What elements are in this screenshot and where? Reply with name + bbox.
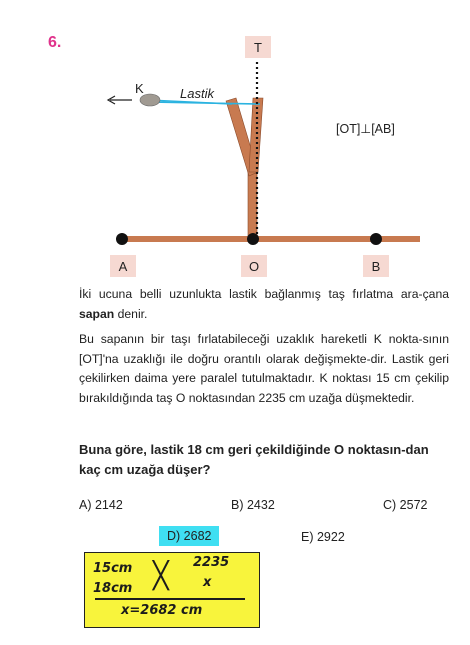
label-b: B xyxy=(363,255,389,277)
option-e[interactable]: E) 2922 xyxy=(301,530,345,544)
question-text: Buna göre, lastik 18 cm geri çekildiğinde O noktasın-dan kaç cm uzağa düşer? xyxy=(79,442,429,477)
slingshot-stem xyxy=(248,170,257,240)
paragraph-1 xyxy=(79,285,449,324)
option-d-selected[interactable]: D) 2682 xyxy=(159,526,219,546)
paragraph-1-text-end: denir. xyxy=(114,306,148,321)
note-divider xyxy=(95,598,245,600)
paragraph-2: Bu sapanın bir taşı fırlatabileceği uzaklık hareketli K nokta-sının [OT]'na uzaklığı ile doğru orantılı olarak değişmekte-dir. Lastik geri çekilirken daima yere paralel tutulmaktadır. K noktası 15 cm çekilip bırakıldığında taş O noktasından 2235 cm uzağa düşmektedir. xyxy=(79,332,449,405)
solution-note xyxy=(84,552,260,628)
question-number: 6. xyxy=(48,34,62,51)
perpendicular-note: [OT]⊥[AB] xyxy=(336,122,395,136)
label-k: K xyxy=(135,81,144,96)
slingshot-figure xyxy=(0,0,470,290)
label-o: O xyxy=(241,255,267,277)
note-cross-icon: ╳ xyxy=(153,561,169,591)
note-row1-right: 2235 xyxy=(193,555,230,570)
point-a xyxy=(116,233,128,245)
note-result: x=2682 cm xyxy=(121,603,203,618)
label-a: A xyxy=(110,255,136,277)
rubber-band-lower xyxy=(148,102,260,104)
label-t: T xyxy=(245,36,271,58)
paragraph-1-bold: sapan xyxy=(79,306,115,321)
paragraph-1-text: İki ucuna belli uzunlukta lastik bağlanmış taş fırlatma ara-çana xyxy=(79,287,449,301)
point-o xyxy=(247,233,259,245)
note-row1-left: 15cm xyxy=(93,561,133,576)
note-row2-left: 18cm xyxy=(93,581,133,596)
label-lastik: Lastik xyxy=(180,86,214,101)
slingshot-right-arm xyxy=(249,98,263,172)
option-b[interactable]: B) 2432 xyxy=(231,498,275,512)
point-b xyxy=(370,233,382,245)
option-a[interactable]: A) 2142 xyxy=(79,498,123,512)
option-c[interactable]: C) 2572 xyxy=(383,498,428,512)
note-row2-right: x xyxy=(203,575,212,590)
